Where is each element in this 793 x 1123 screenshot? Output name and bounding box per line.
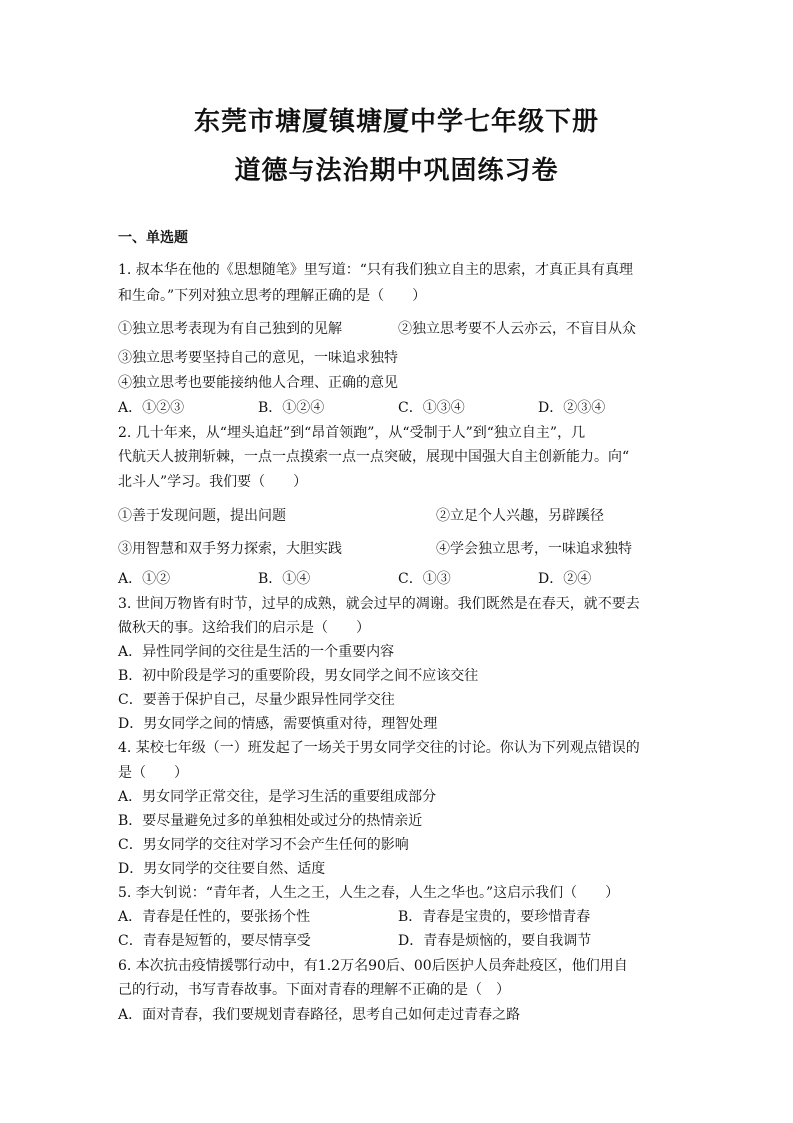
q5-stem-line1: 5. 李大钊说：“青年者，人生之王，人生之春，人生之华也。”这启示我们（ ） — [118, 885, 620, 901]
q1-statement-2: ②独立思考要不人云亦云，不盲目从众 — [398, 321, 636, 337]
q3-option-b: B．初中阶段是学习的重要阶段，男女同学之间不应该交往 — [118, 668, 479, 684]
q5-option-c: C．青春是短暂的，要尽情享受 — [118, 933, 311, 949]
exam-title-line2: 道德与法治期中巩固练习卷 — [234, 156, 559, 186]
q5-option-a: A．青春是任性的，要张扬个性 — [118, 909, 311, 925]
q3-option-d: D．男女同学之间的情感，需要慎重对待，理智处理 — [118, 716, 438, 732]
q3-stem-line2: 做秋天的事。这给我们的启示是（ ） — [118, 620, 370, 636]
q2-stem-line3: 北斗人”学习。我们要（ ） — [118, 474, 308, 490]
q1-option-d: D．②③④ — [538, 400, 606, 416]
q2-option-b: B．①④ — [258, 571, 311, 587]
exam-title-line1: 东莞市塘厦镇塘厦中学七年级下册 — [193, 107, 599, 137]
q1-option-b: B．①②④ — [258, 400, 325, 416]
q2-stem-line2: 代航天人披荆斩棘，一点一点摸索一点一点突破，展现中国强大自主创新能力。向“ — [118, 449, 630, 465]
q2-statement-2: ②立足个人兴趣，另辟蹊径 — [436, 508, 604, 524]
q4-option-d: D．男女同学的交往要自然、适度 — [118, 861, 326, 877]
q2-statement-1: ①善于发现问题，提出问题 — [118, 508, 286, 524]
q4-stem-line2: 是（ ） — [118, 765, 188, 781]
q5-option-d: D．青春是烦恼的，要自我调节 — [398, 933, 592, 949]
q4-stem-line1: 4. 某校七年级（一）班发起了一场关于男女同学交往的讨论。你认为下列观点错误的 — [118, 740, 640, 756]
q3-option-c: C．要善于保护自己，尽量少跟异性同学交往 — [118, 692, 395, 708]
q3-option-a: A．异性同学间的交往是生活的一个重要内容 — [118, 644, 395, 660]
q4-option-c: C．男女同学的交往对学习不会产生任何的影响 — [118, 837, 409, 853]
q1-statement-1: ①独立思考表现为有自己独到的见解 — [118, 321, 342, 337]
q4-option-a: A．男女同学正常交往，是学习生活的重要组成部分 — [118, 789, 437, 805]
q1-stem-line2: 和生命。”下列对独立思考的理解正确的是（ ） — [118, 288, 427, 304]
q1-option-a: A．①②③ — [118, 400, 185, 416]
q2-option-c: C．①③ — [398, 571, 451, 587]
q3-stem-line1: 3. 世间万物皆有时节，过早的成熟，就会过早的凋谢。我们既然是在春天，就不要去 — [118, 596, 640, 612]
section-heading-single-choice: 一、单选题 — [118, 230, 188, 246]
q2-stem-line1: 2. 几十年来，从“埋头追赶”到“昂首领跑”，从“受制于人”到“独立自主”，几 — [118, 425, 586, 441]
q4-option-b: B．要尽量避免过多的单独相处或过分的热情亲近 — [118, 813, 423, 829]
q6-option-a: A．面对青春，我们要规划青春路径，思考自己如何走过青春之路 — [118, 1007, 521, 1023]
q1-option-c: C．①③④ — [398, 400, 465, 416]
q2-option-a: A．①② — [118, 571, 171, 587]
q1-stem-line1: 1. 叔本华在他的《思想随笔》里写道：“只有我们独立自主的思索，才真正具有真理 — [118, 262, 633, 278]
q2-statement-3: ③用智慧和双手努力探索，大胆实践 — [118, 541, 342, 557]
q5-option-b: B．青春是宝贵的，要珍惜青春 — [398, 909, 591, 925]
q1-statement-4: ④独立思考也要能接纳他人合理、正确的意见 — [118, 375, 398, 391]
q6-stem-line1: 6. 本次抗击疫情援鄂行动中，有1.2万名90后、00后医护人员奔赴疫区，他们用自 — [118, 958, 628, 974]
q6-stem-line2: 己的行动，书写青春故事。下面对青春的理解不正确的是（ ） — [118, 982, 510, 998]
q2-statement-4: ④学会独立思考，一味追求独特 — [436, 541, 632, 557]
q1-statement-3: ③独立思考要坚持自己的意见，一味追求独特 — [118, 350, 398, 366]
q2-option-d: D．②④ — [538, 571, 592, 587]
